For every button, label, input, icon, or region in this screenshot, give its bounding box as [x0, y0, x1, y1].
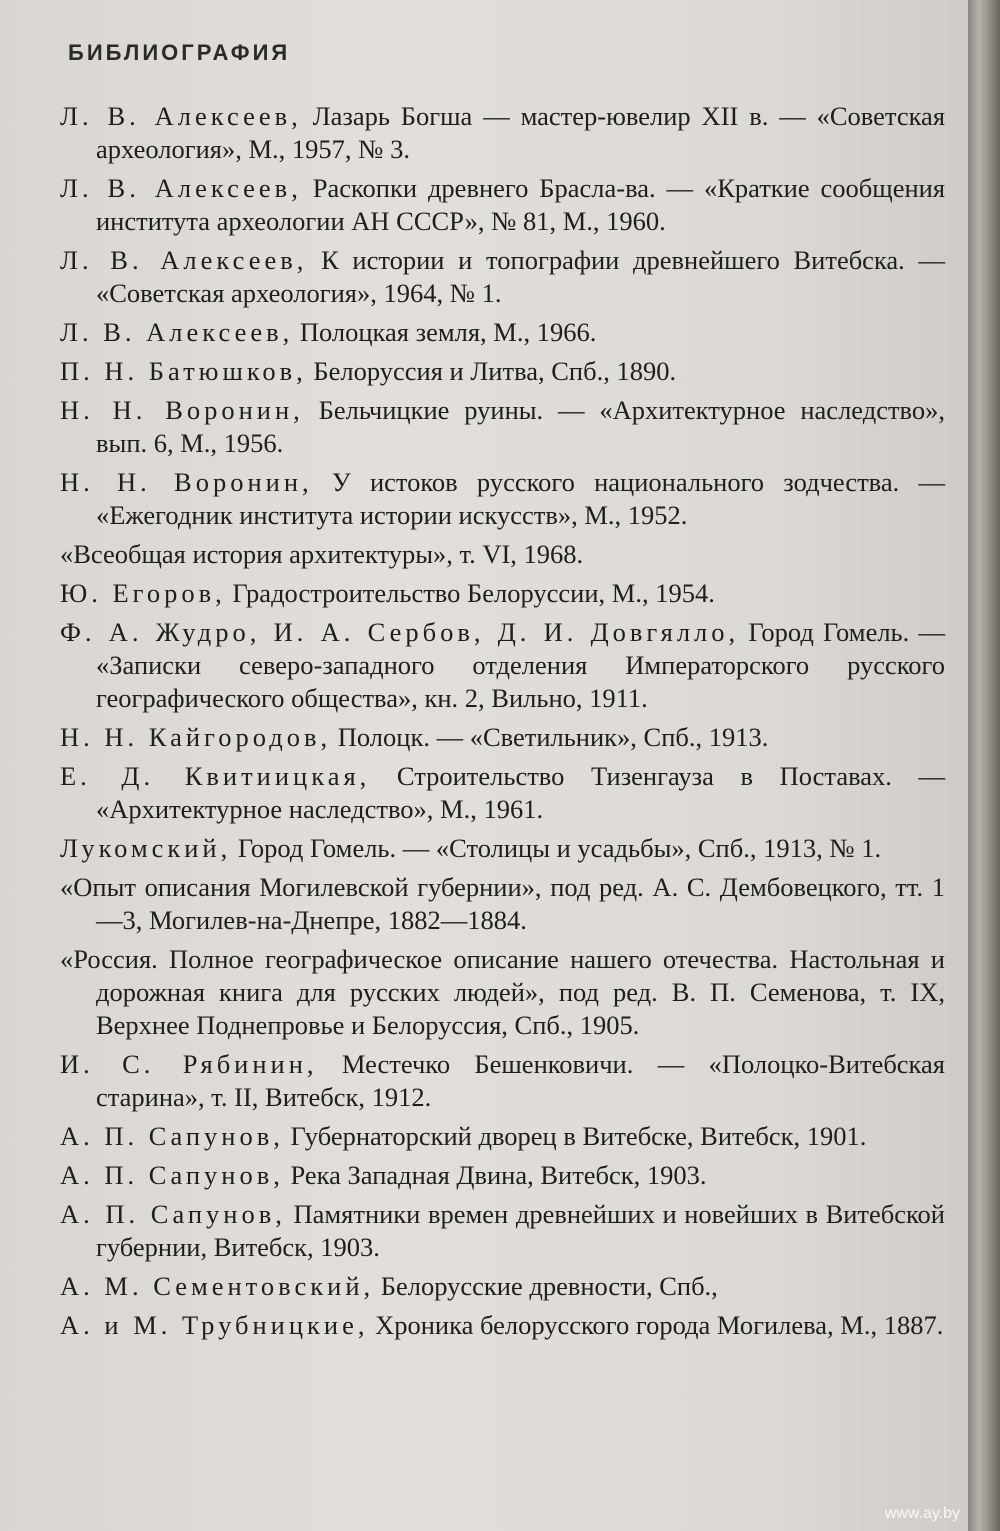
bibliography-entry — [60, 394, 945, 460]
entry-text: «Опыт описания Могилевской губернии», под ред. А. С. Дембовецкого, тт. 1—3, Могилев-на-Днепре, 1882—1884. — [60, 872, 945, 935]
bibliography-entry — [60, 577, 945, 610]
entry-author: П. Н. Батюшков, — [60, 356, 307, 386]
entry-text: «Россия. Полное географическое описание нашего отечества. Настольная и дорожная книга для русских людей», под ред. В. П. Семенова, т. IX, Верхнее Поднепровье и Белоруссия, Спб., 1905. — [60, 944, 945, 1040]
entry-text: Белоруссия и Литва, Спб., 1890. — [306, 356, 677, 386]
bibliography-list — [60, 100, 945, 1348]
entry-text: Губернаторский дворец в Витебске, Витебск, 1901. — [283, 1121, 867, 1151]
entry-text: Памятники времен древнейших и новейших в Витебской губернии, Витебск, 1903. — [96, 1199, 945, 1262]
entry-author: Ф. А. Жудро, И. А. Сербов, Д. И. Довгялло, — [60, 617, 740, 647]
entry-author: А. П. Сапунов, — [60, 1199, 286, 1229]
entry-author: А. П. Сапунов, — [60, 1160, 284, 1190]
page-edge — [968, 0, 1000, 1531]
entry-text: Раскопки древнего Брасла-ва. — «Краткие сообщения института археологии АН СССР», № 81, М., 1960. — [96, 173, 946, 236]
bibliography-entry — [60, 1198, 945, 1264]
bibliography-entry — [60, 1309, 945, 1342]
bibliography-entry — [60, 355, 945, 388]
entry-author: А. П. Сапунов, — [60, 1121, 284, 1151]
bibliography-entry — [60, 100, 945, 166]
entry-text: «Всеобщая история архитектуры», т. VI, 1968. — [60, 539, 584, 569]
entry-author: Л. В. Алексеев, — [60, 101, 302, 131]
bibliography-entry — [60, 1048, 945, 1114]
entry-text: Бельчицкие руины. — «Архитектурное наследство», вып. 6, М., 1956. — [96, 395, 945, 458]
bibliography-entry — [60, 172, 945, 238]
bibliography-entry — [60, 832, 945, 865]
entry-author: Л. В. Алексеев, — [60, 245, 308, 275]
bibliography-entry — [60, 1270, 945, 1303]
bibliography-entry — [60, 943, 945, 1042]
bibliography-entry — [60, 1120, 945, 1153]
entry-author: А. М. Сементовский, — [60, 1271, 375, 1301]
entry-text: Местечко Бешенковичи. — «Полоцко-Витебская старина», т. II, Витебск, 1912. — [96, 1049, 945, 1112]
bibliography-entry — [60, 721, 945, 754]
entry-author: Н. Н. Кайгородов, — [60, 722, 332, 752]
entry-author: Н. Н. Воронин, — [60, 395, 304, 425]
page-heading: БИБЛИОГРАФИЯ — [68, 40, 291, 65]
entry-text: Лазарь Богша — мастер-ювелир XII в. — «Советская археология», М., 1957, № 3. — [96, 101, 946, 164]
entry-author: И. С. Рябинин, — [60, 1049, 318, 1079]
entry-text: Город Гомель. — «Столицы и усадьбы», Спб., 1913, № 1. — [231, 833, 882, 863]
entry-text: Город Гомель. — «Записки северо-западного отделения Императорского русского географического общества», кн. 2, Вильно, 1911. — [96, 617, 945, 713]
bibliography-entry — [60, 616, 945, 715]
entry-author: Е. Д. Квитиицкая, — [60, 761, 371, 791]
bibliography-entry — [60, 1159, 945, 1192]
entry-author: Л. В. Алексеев, — [60, 317, 294, 347]
entry-text: Полоцкая земля, М., 1966. — [293, 317, 597, 347]
bibliography-entry — [60, 538, 945, 571]
entry-text: Хроника белорусского города Могилева, М., 1887. — [368, 1310, 944, 1340]
entry-author: Н. Н. Воронин, — [60, 467, 313, 497]
entry-text: Полоцк. — «Светильник», Спб., 1913. — [331, 722, 769, 752]
bibliography-entry — [60, 871, 945, 937]
entry-text: Река Западная Двина, Витебск, 1903. — [283, 1160, 707, 1190]
entry-text: Белорусские древности, Спб., — [374, 1271, 718, 1301]
entry-author: Ю. Егоров, — [60, 578, 226, 608]
bibliography-entry — [60, 466, 945, 532]
bibliography-entry — [60, 316, 945, 349]
bibliography-entry — [60, 244, 945, 310]
entry-text: Градостроительство Белоруссии, М., 1954. — [225, 578, 715, 608]
entry-author: Лукомский, — [60, 833, 232, 863]
entry-text: У истоков русского национального зодчества. — «Ежегодник института истории искусств», М., 1952. — [96, 467, 945, 530]
entry-text: К истории и топографии древнейшего Витебска. — «Советская археология», 1964, № 1. — [96, 245, 945, 308]
entry-author: А. и М. Трубницкие, — [60, 1310, 369, 1340]
watermark: www.ay.by — [884, 1505, 960, 1522]
entry-author: Л. В. Алексеев, — [60, 173, 302, 203]
bibliography-entry — [60, 760, 945, 826]
entry-text: Строительство Тизенгауза в Поставах. — «Архитектурное наследство», М., 1961. — [96, 761, 945, 824]
